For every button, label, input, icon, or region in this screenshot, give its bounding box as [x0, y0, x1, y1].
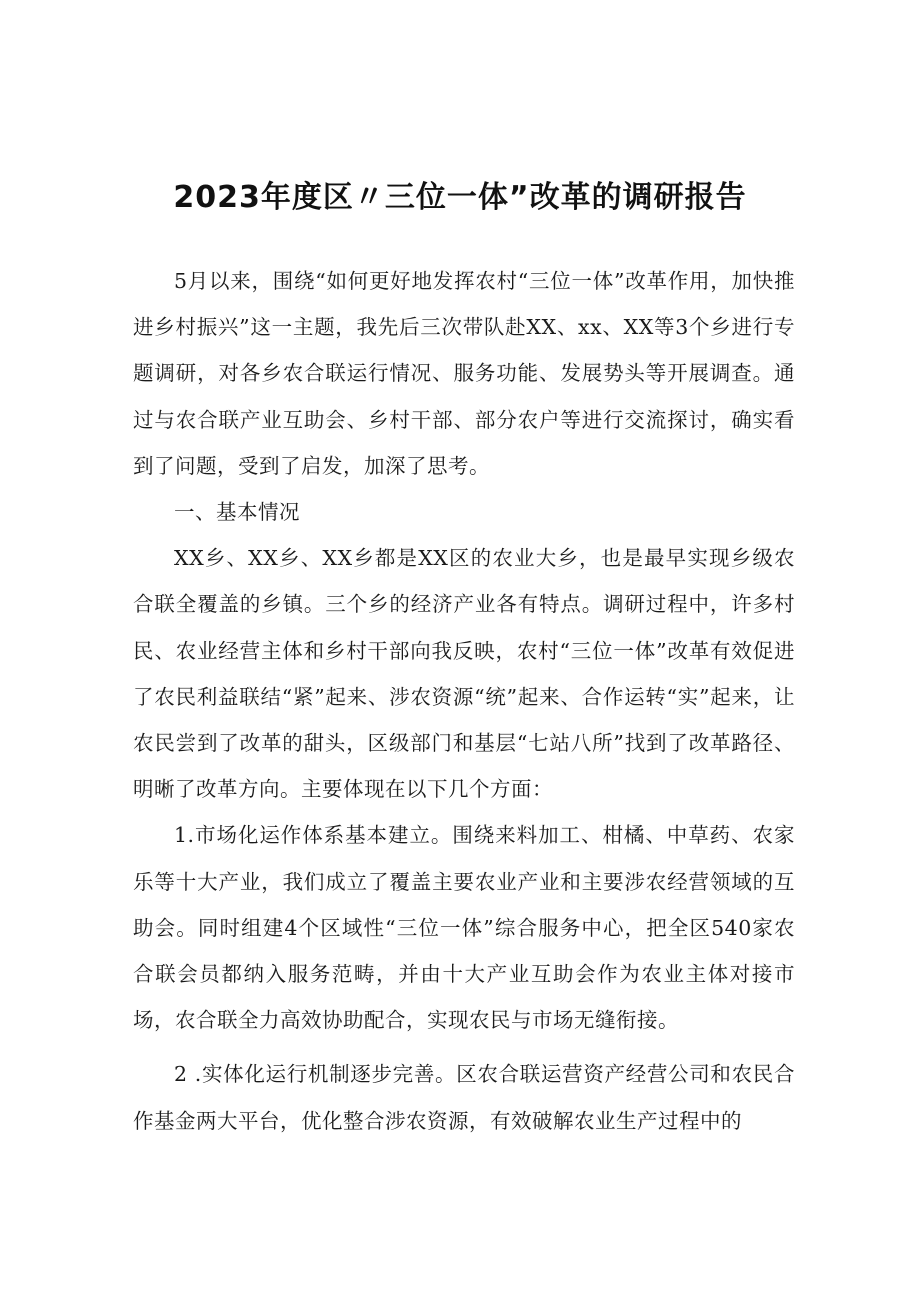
section-heading-basic-situation: 一、基本情况: [174, 500, 300, 525]
document-body: [133, 258, 795, 1144]
paragraph-basic-situation: XX乡、XX乡、XX乡都是XX区的农业大乡，也是最早实现乡级农合联全覆盖的乡镇。三个乡的经济产业各有特点。调研过程中，许多村民、农业经营主体和乡村干部向我反映，农村“三位一体”改革有效促进了农民利益联结“紧”起来、涉农资源“统”起来、合作运转“实”起来，让农民尝到了改革的甜头，区级部门和基层“七站八所”找到了改革路径、明晰了改革方向。主要体现在以下几个方面：: [133, 546, 795, 802]
paragraph-item-2: 2 .实体化运行机制逐步完善。区农合联运营资产经营公司和农民合作基金两大平台，优化整合涉农资源，有效破解农业生产过程中的: [133, 1062, 795, 1133]
paragraph-intro: 5月以来，围绕“如何更好地发挥农村“三位一体”改革作用，加快推进乡村振兴”这一主题，我先后三次带队赴XX、xx、XX等3个乡进行专题调研，对各乡农合联运行情况、服务功能、发展势头等开展调查。通过与农合联产业互助会、乡村干部、部分农户等进行交流探讨，确实看到了问题，受到了启发，加深了思考。: [133, 269, 795, 478]
paragraph-item-1: 1.市场化运作体系基本建立。围绕来料加工、柑橘、中草药、农家乐等十大产业，我们成立了覆盖主要农业产业和主要涉农经营领域的互助会。同时组建4个区域性“三位一体”综合服务中心，把全区540家农合联会员都纳入服务范畴，并由十大产业互助会作为农业主体对接市场，农合联全力高效协助配合，实现农民与市场无缝衔接。: [133, 823, 795, 1033]
document-title: 2023年度区〃三位一体”改革的调研报告: [173, 180, 747, 215]
